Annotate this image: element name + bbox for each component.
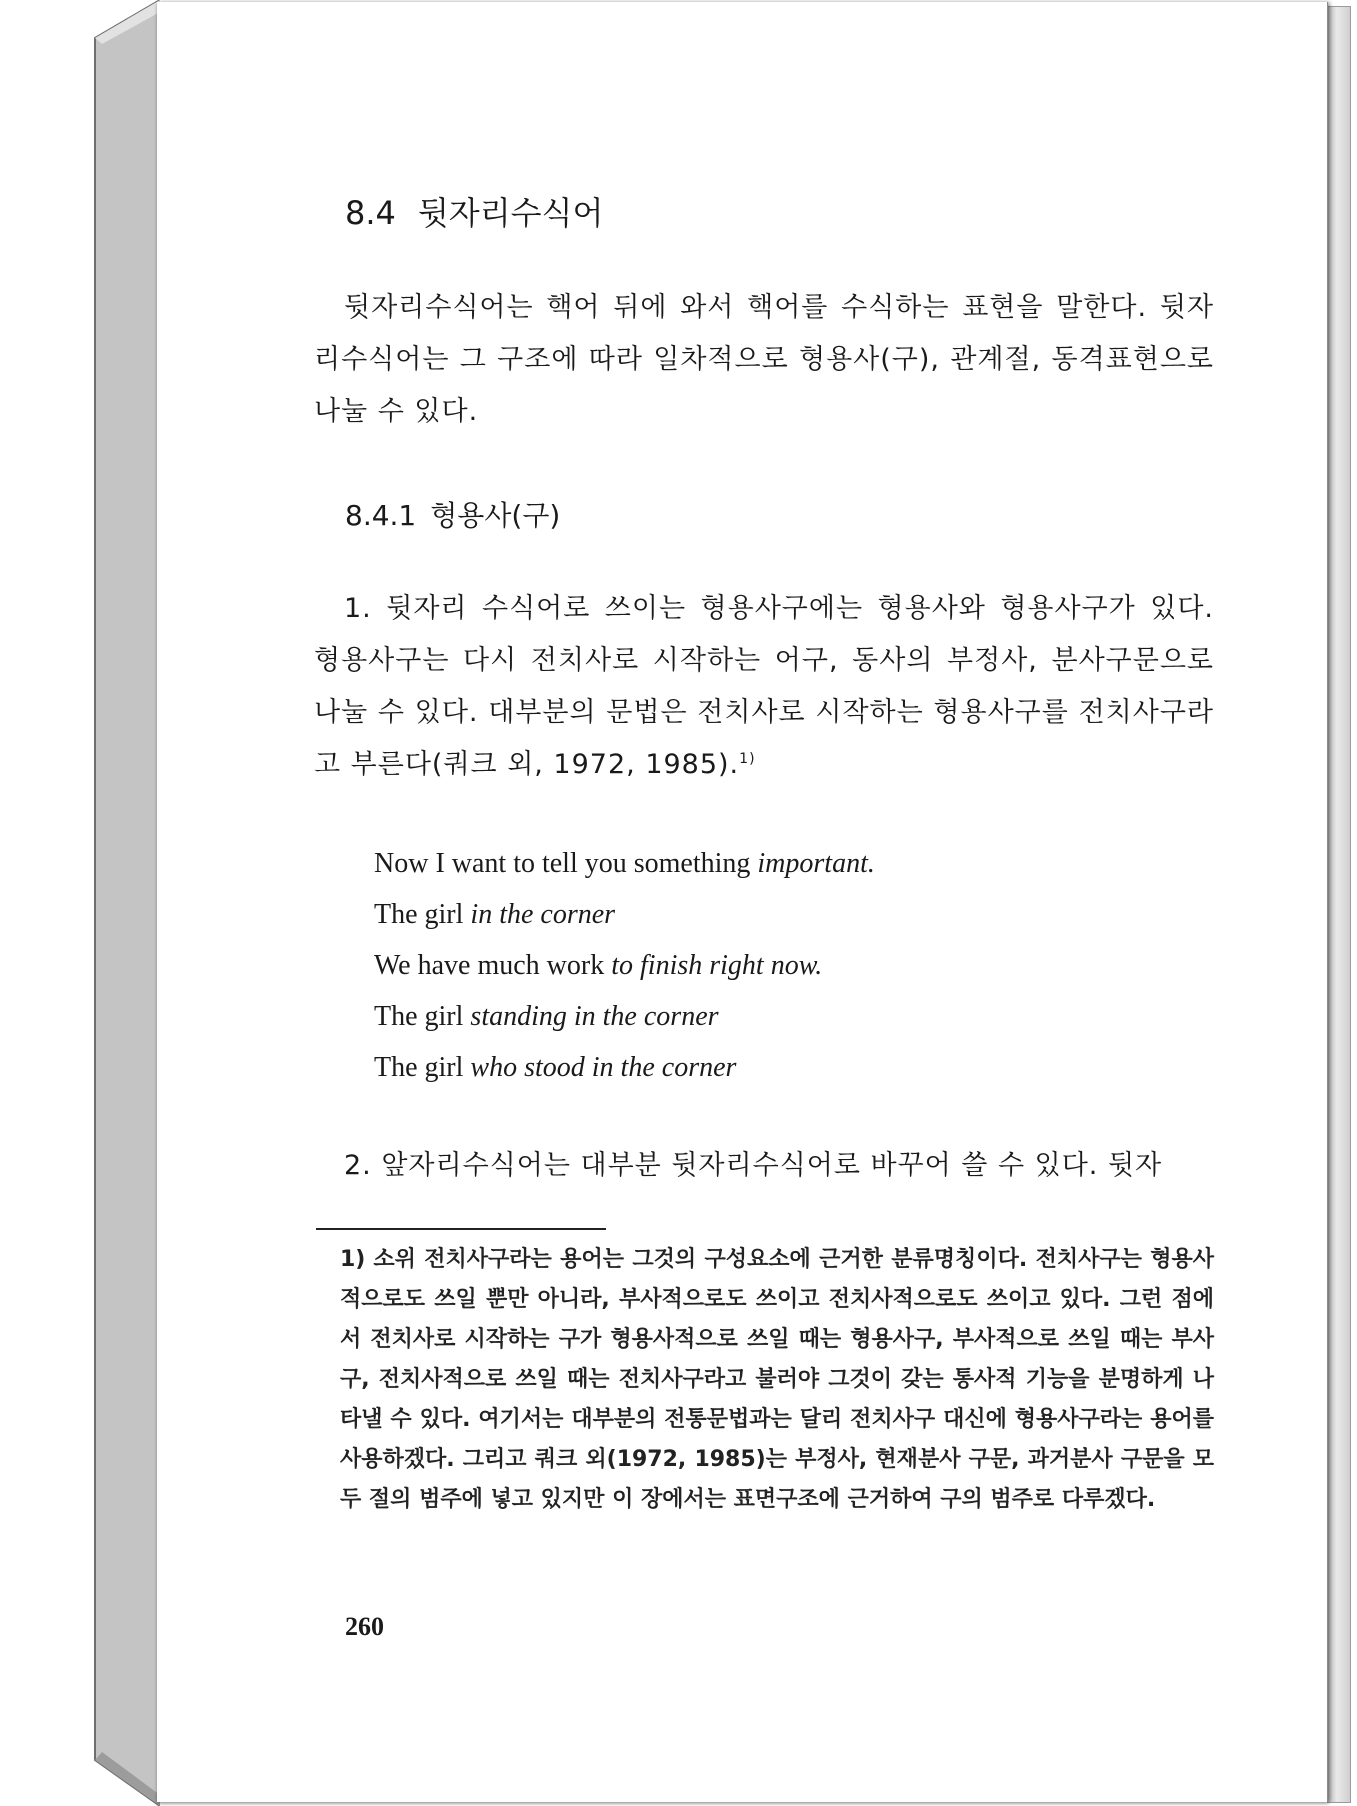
section-number: 8.4 bbox=[345, 194, 396, 232]
book-spine bbox=[0, 0, 160, 1806]
subsection-number: 8.4.1 bbox=[345, 499, 417, 532]
section-title: 뒷자리수식어 bbox=[417, 194, 604, 232]
example-italic: important. bbox=[757, 848, 875, 879]
intro-paragraph: 뒷자리수식어는 핵어 뒤에 와서 핵어를 수식하는 표현을 말한다. 뒷자리수식어는 그 구조에 따라 일차적으로 형용사(구), 관계절, 동격표현으로 나눌 수 있다. bbox=[314, 292, 1214, 427]
subsection-heading bbox=[345, 494, 560, 534]
example-sentence bbox=[374, 940, 875, 991]
example-italic: in the corner bbox=[470, 899, 616, 930]
example-plain: The girl bbox=[374, 1052, 471, 1083]
item-1-text: 1. 뒷자리 수식어로 쓰이는 형용사구에는 형용사와 형용사구가 있다. 형용사구는 다시 전치사로 시작하는 어구, 동사의 부정사, 분사구문으로 나눌 수 있다. 대부분의 문법은 전치사로 시작하는 형용사구를 전치사구라고 부른다(쿼크 외, 1972, 1985). bbox=[314, 593, 1214, 780]
example-italic: standing in the corner bbox=[470, 1001, 719, 1032]
example-plain: Now I want to tell you something bbox=[374, 848, 758, 879]
footnote-marker: 1) bbox=[340, 1247, 366, 1272]
page-content bbox=[157, 0, 1327, 1806]
example-sentence bbox=[374, 889, 875, 940]
page-edge bbox=[1327, 6, 1351, 1803]
example-list bbox=[374, 838, 875, 1093]
example-sentence bbox=[374, 991, 875, 1042]
example-sentence bbox=[374, 1042, 875, 1093]
footnote-reference[interactable]: 1) bbox=[739, 751, 756, 767]
example-italic: to finish right now. bbox=[611, 950, 823, 981]
example-italic: who stood in the corner bbox=[470, 1052, 737, 1083]
item-2-paragraph: 2. 앞자리수식어는 대부분 뒷자리수식어로 바꾸어 쓸 수 있다. 뒷자 bbox=[344, 1150, 1163, 1181]
example-sentence bbox=[374, 838, 875, 889]
section-heading bbox=[345, 188, 603, 234]
example-plain: We have much work bbox=[374, 950, 612, 981]
footnote-text: 소위 전치사구라는 용어는 그것의 구성요소에 근거한 분류명칭이다. 전치사구는 형용사적으로도 쓰일 뿐만 아니라, 부사적으로도 쓰이고 전치사적으로도 쓰이고 있다. 그런 점에서 전치사로 시작하는 구가 형용사적으로 쓰일 때는 형용사구, 부사적으로 쓰일 때는 부사구, 전치사적으로 쓰일 때는 전치사구라고 불러야 그것이 갖는 통사적 기능을 분명하게 나타낼 수 있다. 여기서는 대부분의 전통문법과는 달리 전치사구 대신에 형용사구라는 용어를 사용하겠다. 그리고 쿼크 외(1972, 1985)는 부정사, 현재분사 구문, 과거분사 구문을 모두 절의 범주에 넣고 있지만 이 장에서는 표면구조에 근거하여 구의 범주로 다루겠다. bbox=[340, 1247, 1214, 1512]
footnote bbox=[340, 1240, 1214, 1520]
example-plain: The girl bbox=[374, 1001, 471, 1032]
example-plain: The girl bbox=[374, 899, 471, 930]
item-1-paragraph bbox=[314, 583, 1214, 791]
footnote-divider bbox=[316, 1228, 606, 1230]
subsection-title: 형용사(구) bbox=[430, 499, 561, 532]
page-number: 260 bbox=[345, 1612, 384, 1641]
